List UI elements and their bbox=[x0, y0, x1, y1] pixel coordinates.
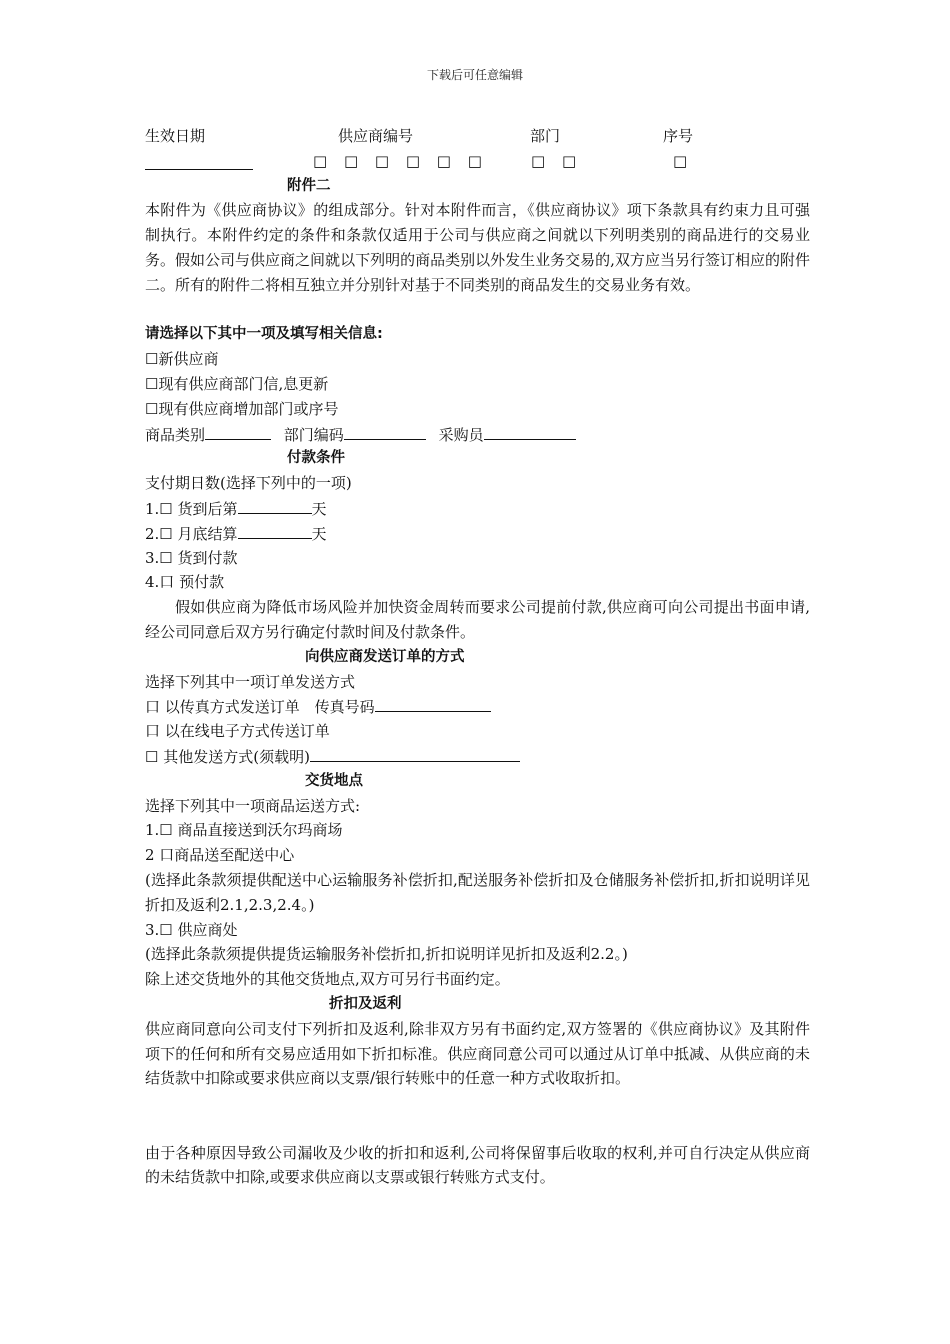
spacer bbox=[145, 1116, 810, 1141]
seq-boxes[interactable]: □ bbox=[673, 151, 688, 170]
order-method-online[interactable]: 口 以在线电子方式传送订单 bbox=[145, 722, 330, 741]
payment-item-1-unit: 天 bbox=[311, 499, 327, 518]
department-label: 部门 bbox=[530, 127, 561, 145]
category-field[interactable] bbox=[205, 422, 271, 440]
document-body bbox=[145, 124, 810, 1190]
delivery-other: 除上述交货地外的其他交货地点,双方可另行书面约定。 bbox=[145, 970, 510, 989]
days-after-delivery-field[interactable] bbox=[238, 496, 312, 514]
payment-title: 付款条件 bbox=[287, 450, 345, 467]
supplier-no-label: 供应商编号 bbox=[338, 127, 414, 145]
payment-item-1[interactable] bbox=[145, 496, 810, 521]
fax-option-label: 口 以传真方式发送订单 bbox=[145, 698, 300, 717]
payment-item-2-label: 2.☐ 月底结算 bbox=[145, 524, 238, 543]
category-label: 商品类别 bbox=[145, 425, 206, 444]
order-method-other[interactable] bbox=[145, 744, 810, 769]
effective-date-label: 生效日期 bbox=[145, 127, 206, 145]
effective-date-field[interactable] bbox=[145, 152, 253, 170]
seq-label: 序号 bbox=[663, 127, 694, 145]
payment-note: 假如供应商为降低市场风险并加快资金周转而要求公司提前付款,供应商可向公司提出书面申请,经公司同意后双方另行确定付款时间及付款条件。 bbox=[145, 598, 810, 641]
delivery-subtitle: 选择下列其中一项商品运送方式: bbox=[145, 796, 361, 815]
top-field-labels bbox=[145, 124, 810, 149]
department-boxes[interactable]: □ □ bbox=[531, 151, 583, 170]
rebate-para-1: 供应商同意向公司支付下列折扣及返利,除非双方另有书面约定,双方签署的《供应商协议》及其附件项下的任何和所有交易应适用如下折扣标准。供应商同意公司可以通过从订单中抵减、从供应商的未结货款中扣除或要求供应商以支票/银行转账中的任意一种方式收取折扣。 bbox=[145, 1019, 810, 1088]
fax-number-field[interactable] bbox=[375, 694, 491, 712]
payment-item-4[interactable]: 4.口 预付款 bbox=[145, 573, 225, 592]
annex-title: 附件二 bbox=[287, 177, 331, 194]
annex-intro: 本附件为《供应商协议》的组成部分。针对本附件而言，《供应商协议》项下条款具有约束力且可强制执行。本附件约定的条件和条款仅适用于公司与供应商之间就以下列明类别的商品进行的交易业务。假如公司与供应商之间就以下列明的商品类别以外发生业务交易的,双方应当另行签订相应的附件二。所有的附件二将相互独立并分别针对基于不同类别的商品发生的交易业务有效。 bbox=[145, 201, 810, 294]
header-note: 下载后可任意编辑 bbox=[426, 68, 523, 82]
option-update-dept-info[interactable]: ☐现有供应商部门信,息更新 bbox=[145, 374, 329, 393]
delivery-title: 交货地点 bbox=[305, 772, 363, 789]
rebate-para-2: 由于各种原因导致公司漏收及少收的折扣和返利,公司将保留事后收取的权利,并可自行决定从供应商的未结货款中扣除,或要求供应商以支票或银行转账方式支付。 bbox=[145, 1143, 810, 1187]
buyer-label: 采购员 bbox=[438, 425, 484, 444]
fax-number-label: 传真号码 bbox=[314, 698, 375, 717]
other-method-label: ☐ 其他发送方式(须载明) bbox=[145, 747, 310, 766]
dept-code-label: 部门编码 bbox=[283, 425, 344, 444]
select-prompt: 请选择以下其中一项及填写相关信息: bbox=[145, 326, 383, 343]
delivery-item-1[interactable]: 1.☐ 商品直接送到沃尔玛商场 bbox=[145, 821, 343, 840]
payment-item-1-label: 1.☐ 货到后第 bbox=[145, 499, 238, 518]
payment-item-2-unit: 天 bbox=[311, 524, 327, 543]
delivery-item-3-note: (选择此条款须提供提货运输服务补偿折扣,折扣说明详见折扣及返利2.2。) bbox=[145, 945, 628, 964]
other-method-field[interactable] bbox=[310, 744, 520, 762]
buyer-field[interactable] bbox=[484, 422, 576, 440]
top-field-inputs bbox=[145, 149, 810, 174]
option-add-dept-seq[interactable]: ☐现有供应商增加部门或序号 bbox=[145, 399, 339, 418]
order-method-fax[interactable] bbox=[145, 694, 810, 719]
dept-code-field[interactable] bbox=[344, 422, 426, 440]
rebate-title: 折扣及返利 bbox=[329, 995, 402, 1012]
payment-subtitle: 支付期日数(选择下列中的一项) bbox=[145, 474, 352, 493]
delivery-item-2-note: (选择此条款须提供配送中心运输服务补偿折扣,配送服务补偿折扣及仓储服务补偿折扣,折扣说明详见折扣及返利2.1,2.3,2.4。) bbox=[145, 870, 810, 914]
order-method-title: 向供应商发送订单的方式 bbox=[305, 648, 465, 665]
category-row bbox=[145, 422, 810, 447]
order-method-subtitle: 选择下列其中一项订单发送方式 bbox=[145, 672, 356, 691]
payment-item-2[interactable] bbox=[145, 521, 810, 546]
option-new-supplier[interactable]: ☐新供应商 bbox=[145, 350, 219, 369]
supplier-no-boxes[interactable]: □ □ □ □ □ □ bbox=[313, 151, 488, 170]
delivery-item-2[interactable]: 2 口商品送至配送中心 bbox=[145, 846, 295, 865]
delivery-item-3[interactable]: 3.☐ 供应商处 bbox=[145, 920, 238, 939]
month-end-days-field[interactable] bbox=[238, 521, 312, 539]
payment-item-3[interactable]: 3.☐ 货到付款 bbox=[145, 548, 238, 567]
